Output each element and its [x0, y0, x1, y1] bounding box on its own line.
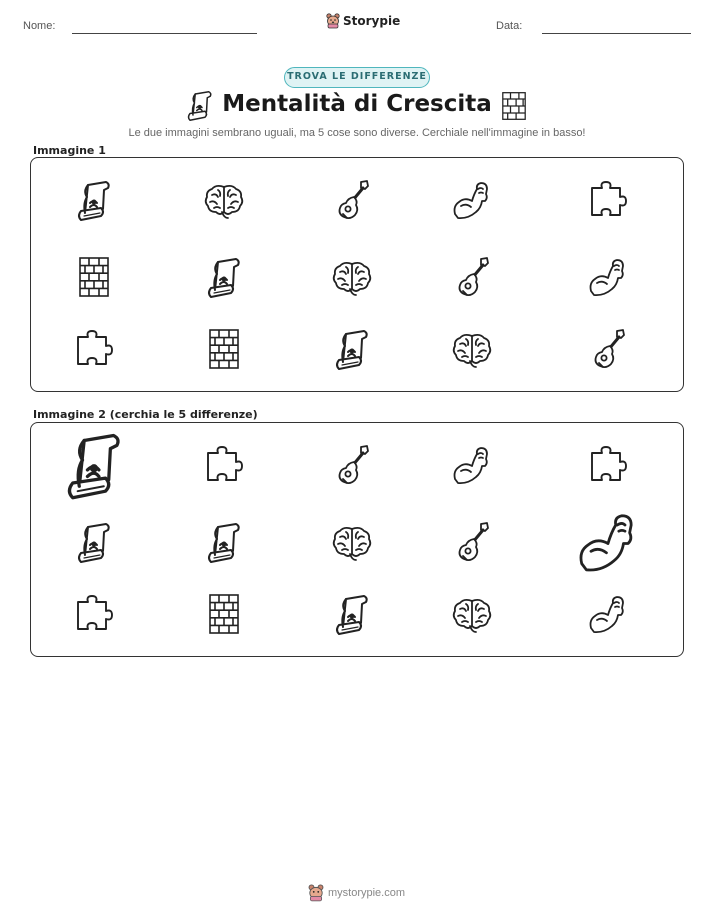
brain-icon	[450, 327, 494, 371]
scroll-icon	[330, 327, 374, 371]
flexed-arm-icon	[450, 443, 494, 487]
brain-icon	[450, 592, 494, 636]
brand-name: Storypie	[343, 14, 401, 28]
image2-panel[interactable]	[30, 422, 684, 657]
flexed-arm-icon	[450, 178, 494, 222]
scroll-icon	[72, 520, 116, 564]
brain-icon	[330, 255, 374, 299]
scroll-icon	[72, 178, 116, 222]
guitar-icon	[330, 443, 374, 487]
instructions: Le due immagini sembrano uguali, ma 5 cose sono diverse. Cerchiale nell'immagine in basso!	[128, 127, 586, 139]
flexed-arm-icon	[586, 255, 630, 299]
footer	[308, 884, 405, 902]
date-label: Data:	[496, 20, 523, 32]
scroll-icon	[58, 429, 130, 501]
date-field[interactable]	[542, 33, 691, 34]
puzzle-piece-icon	[586, 443, 630, 487]
puzzle-piece-icon	[202, 443, 246, 487]
brain-icon	[330, 520, 374, 564]
activity-badge: TROVA LE DIFFERENZE	[284, 67, 430, 88]
scroll-icon	[330, 592, 374, 636]
scroll-icon	[202, 520, 246, 564]
footer-site: mystorypie.com	[328, 887, 406, 899]
bear-mascot-icon	[326, 13, 340, 29]
image2-label: Immagine 2 (cerchia le 5 differenze)	[33, 408, 258, 421]
flexed-arm-icon	[574, 508, 642, 576]
flexed-arm-icon	[586, 592, 630, 636]
brick-wall-icon	[202, 327, 246, 371]
guitar-icon	[586, 327, 630, 371]
image1-label: Immagine 1	[33, 144, 106, 157]
footer-bear-icon	[308, 884, 324, 902]
image1-panel	[30, 157, 684, 392]
name-label: Nome:	[23, 20, 56, 32]
puzzle-piece-icon	[72, 592, 116, 636]
brain-icon	[202, 178, 246, 222]
title-scroll-icon	[184, 89, 214, 127]
page-title: Mentalità di Crescita	[222, 91, 492, 117]
guitar-icon	[330, 178, 374, 222]
title-brick-wall-icon	[502, 92, 526, 124]
scroll-icon	[202, 255, 246, 299]
name-field[interactable]	[72, 33, 257, 34]
storypie-logo	[326, 13, 400, 29]
puzzle-piece-icon	[72, 327, 116, 371]
guitar-icon	[450, 520, 494, 564]
brick-wall-icon	[72, 255, 116, 299]
brick-wall-icon	[202, 592, 246, 636]
puzzle-piece-icon	[586, 178, 630, 222]
guitar-icon	[450, 255, 494, 299]
